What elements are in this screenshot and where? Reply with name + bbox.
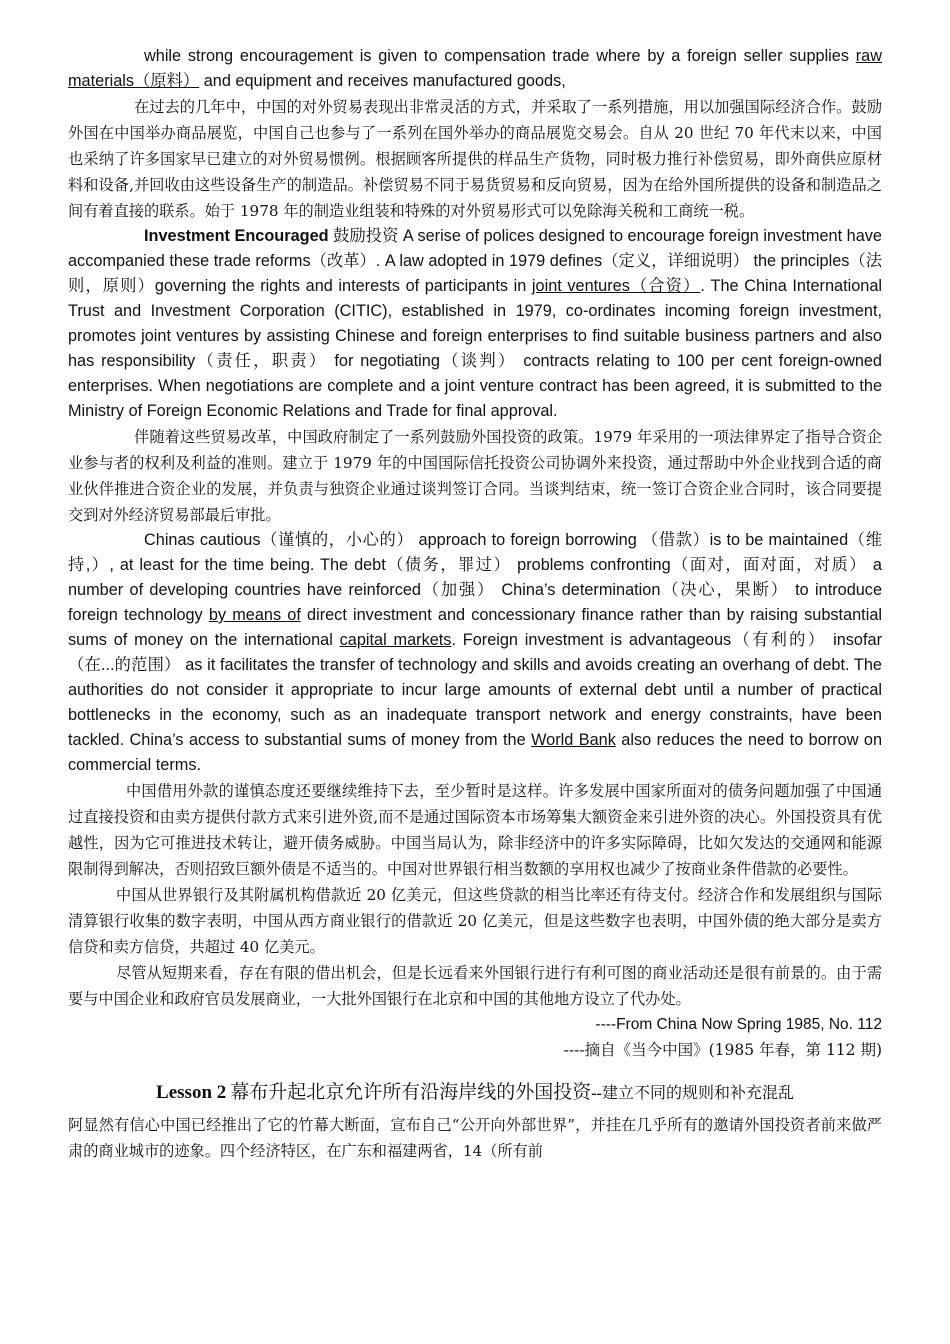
document-page	[68, 44, 882, 1164]
paragraph-cn-world-bank: 中国从世界银行及其附属机构借款近 20 亿美元，但这些贷款的相当比率还有待支付。经济合作和发展组织与国际清算银行收集的数字表明，中国从西方商业银行的借款近 20 亿美元，但是这些数字也表明，中国外债的绝大部分是卖方信贷和卖方信贷，共超过 40 亿美元。	[68, 886, 882, 956]
lesson-subtitle: 建立不同的规则和补充混乱	[601, 1085, 794, 1102]
paragraph-cn-investment-policy: 伴随着这些贸易改革，中国政府制定了一系列鼓励外国投资的政策。1979 年采用的一项法律界定了指导合资企业参与者的权利及利益的准则。建立于 1979 年的中国国际信托投资公司协调外来投资，通过帮助中外企业找到合适的商业伙伴推进合资企业的发展，并负责与独资企业通过谈判签订合同。当谈判结束，统一签订合资企业合同时，该合同要提交到对外经济贸易部最后审批。	[68, 428, 882, 524]
underlined-term: by means of	[208, 606, 301, 624]
text-segment: and equipment and receives manufactured goods,	[199, 72, 566, 90]
underlined-term: World Bank	[531, 731, 616, 749]
lesson-dash: --	[591, 1085, 602, 1102]
paragraph-compensation-trade	[68, 44, 882, 94]
text-segment: direct investment and concessionary finance rather than by raising substantial sums of money on the international	[68, 606, 882, 649]
underlined-term: joint ventures（合资）	[531, 277, 701, 295]
source-chinese: ----摘自《当今中国》(1985 年春，第 112 期)	[563, 1041, 882, 1059]
paragraph-lesson2-intro: 阿显然有信心中国已经推出了它的竹幕大断面，宣布自己“公开向外部世界”，并挂在几乎所有的邀请外国投资者前来做严肃的商业城市的迹象。四个经济特区，在广东和福建两省，14（所有前	[68, 1116, 882, 1160]
lesson-title	[68, 1077, 882, 1104]
text-segment: also reduces the need to borrow on commercial terms.	[68, 731, 882, 774]
paragraph-cn-borrowing: 中国借用外款的谨慎态度还要继续维持下去，至少暂时是这样。许多发展中国家所面对的债务问题加强了中国通过直接投资和由卖方提供付款方式来引进外资,而不是通过国际资本市场筹集大额资金来引进外资的决心。外国投资具有优越性，因为它可推进技术转让，避开债务威胁。中国当局认为，除非经济中的许多实际障碍，比如欠发达的交通网和能源限制得到解决，否则招致巨额外债是不适当的。中国对世界银行相当数额的享用权也减少了按商业条件借款的必要性。	[68, 782, 882, 878]
source-english: ----From China Now Spring 1985, No. 112	[595, 1016, 882, 1033]
paragraph-foreign-borrowing	[68, 528, 882, 778]
lesson-number: Lesson 2	[156, 1082, 227, 1103]
underlined-term: capital markets	[339, 631, 452, 649]
section-heading: Investment Encouraged	[144, 227, 329, 245]
paragraph-cn-foreign-banks: 尽管从短期来看，存在有限的借出机会，但是长远看来外国银行进行有利可图的商业活动还是很有前景的。由于需要与中国企业和政府官员发展商业，一大批外国银行在北京和中国的其他地方设立了代办处。	[68, 964, 882, 1008]
text-segment: 鼓励投资 A serise of polices designed to encourage foreign investment have accompanied these trade reforms（改革）. A law adopted in 1979 defines（定义，详细说明） the principles（法则，原则）governing the rights and interests of participants in	[68, 227, 882, 295]
paragraph-investment-encouraged	[68, 224, 882, 424]
text-segment: . The China International Trust and Investment Corporation (CITIC), established in 1979, co-ordinates incoming foreign investment, promotes joint ventures by assisting Chinese and foreign enterprises to find suitable business partners and also has responsibility（责任，职责） for negotiating（谈判） contracts relating to 100 per cent foreign-owned enterprises. When negotiations are complete and a joint venture contract has been agreed, it is submitted to the Ministry of Foreign Economic Relations and Trade for final approval.	[68, 277, 882, 420]
lesson-heading: 幕布升起北京允许所有沿海岸线的外国投资	[230, 1082, 592, 1103]
text-segment: while strong encouragement is given to compensation trade where by a foreign seller supplies	[144, 47, 856, 65]
text-segment: Chinas cautious（谨慎的，小心的） approach to foreign borrowing （借款）is to be maintained（维持,）, at least for the time being. The debt（债务，罪过） problems confronting（面对，面对面，对质） a number of developing countries have reinforced（加强） China’s determination（决心，果断） to introduce foreign technology	[68, 531, 882, 624]
paragraph-cn-trade-methods: 在过去的几年中，中国的对外贸易表现出非常灵活的方式，并采取了一系列措施，用以加强国际经济合作。鼓励外国在中国举办商品展览，中国自己也参与了一系列在国外举办的商品展览交易会。自从 20 世纪 70 年代末以来，中国也采纳了许多国家早已建立的对外贸易惯例。根据顾客所提供的样品生产货物，同时极力推行补偿贸易，即外商供应原材料和设备,并回收由这些设备生产的制造品。补偿贸易不同于易货贸易和反向贸易，因为在给外国所提供的设备和制造品之间有着直接的联系。始于 1978 年的制造业组装和特殊的对外贸易形式可以免除海关税和工商统一税。	[68, 98, 882, 220]
underlined-term: raw materials（原料）	[68, 47, 882, 90]
text-segment: . Foreign investment is advantageous（有利的） insofar（在...的范围） as it facilitates the transfer of technology and skills and avoids creating an overhang of debt. The authorities do not consider it appropriate to incur large amounts of external debt until a number of practical bottlenecks in the economy, such as an inadequate transport network and energy constraints, have been tackled. China’s access to substantial sums of money from the	[68, 631, 882, 749]
